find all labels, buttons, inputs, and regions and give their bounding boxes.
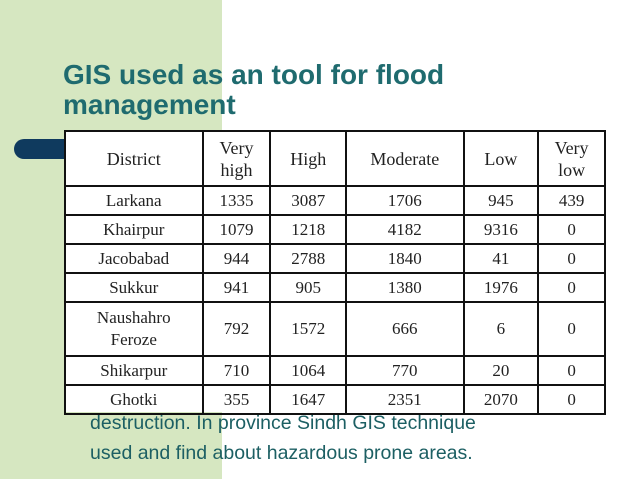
flood-risk-table-image: [64, 130, 606, 412]
low-cell: 41: [464, 244, 539, 273]
very-low-cell: 439: [538, 186, 605, 215]
high-cell: 1218: [270, 215, 346, 244]
high-cell: 1647: [270, 385, 346, 414]
very-high-cell: 1335: [203, 186, 271, 215]
very-low-cell: 0: [538, 356, 605, 385]
high-cell: 905: [270, 273, 346, 302]
body-line: destruction. In province Sindh GIS technique: [90, 412, 476, 434]
low-cell: 9316: [464, 215, 539, 244]
district-cell: Larkana: [65, 186, 203, 215]
moderate-cell: 1706: [346, 186, 464, 215]
slide-title: GIS used as an tool for flood management: [63, 59, 445, 120]
very-high-cell: 710: [203, 356, 271, 385]
district-cell: Sukkur: [65, 273, 203, 302]
moderate-cell: 770: [346, 356, 464, 385]
district-cell: Shikarpur: [65, 356, 203, 385]
low-cell: 2070: [464, 385, 539, 414]
very-high-cell: 1079: [203, 215, 271, 244]
table-row: [65, 273, 605, 302]
body-text: [90, 408, 610, 468]
table-row: [65, 356, 605, 385]
very-low-cell: 0: [538, 215, 605, 244]
very-low-cell: 0: [538, 273, 605, 302]
very-high-cell: 944: [203, 244, 271, 273]
moderate-cell: 666: [346, 302, 464, 356]
table-row: [65, 215, 605, 244]
low-cell: 20: [464, 356, 539, 385]
district-cell: Jacobabad: [65, 244, 203, 273]
table-row: [65, 186, 605, 215]
flood-risk-table: [64, 130, 606, 415]
district-cell: Ghotki: [65, 385, 203, 414]
column-header-high: High: [270, 131, 346, 186]
high-cell: 1064: [270, 356, 346, 385]
column-header-district: District: [65, 131, 203, 186]
moderate-cell: 2351: [346, 385, 464, 414]
district-cell: [65, 302, 203, 356]
high-cell: 1572: [270, 302, 346, 356]
very-low-cell: 0: [538, 302, 605, 356]
low-cell: 945: [464, 186, 539, 215]
district-label: Naushahro Feroze: [96, 308, 171, 349]
table-header-row: [65, 131, 605, 186]
column-header-very-low: [538, 131, 605, 186]
body-line: used and find about hazardous prone areas.: [90, 442, 473, 464]
very-low-cell: 0: [538, 244, 605, 273]
column-header-very-high: [203, 131, 271, 186]
table-row: [65, 302, 605, 356]
district-cell: Khairpur: [65, 215, 203, 244]
very-high-cell: 941: [203, 273, 271, 302]
high-cell: 2788: [270, 244, 346, 273]
very-low-cell: 0: [538, 385, 605, 414]
column-header-low: Low: [464, 131, 539, 186]
table-row: [65, 244, 605, 273]
very-high-cell: 355: [203, 385, 271, 414]
low-cell: 6: [464, 302, 539, 356]
column-header-moderate: Moderate: [346, 131, 464, 186]
table-row: [65, 385, 605, 414]
column-header-very-high-label: Very high: [219, 137, 254, 180]
column-header-very-low-label: Very low: [554, 137, 589, 180]
low-cell: 1976: [464, 273, 539, 302]
very-high-cell: 792: [203, 302, 271, 356]
moderate-cell: 4182: [346, 215, 464, 244]
moderate-cell: 1380: [346, 273, 464, 302]
high-cell: 3087: [270, 186, 346, 215]
moderate-cell: 1840: [346, 244, 464, 273]
